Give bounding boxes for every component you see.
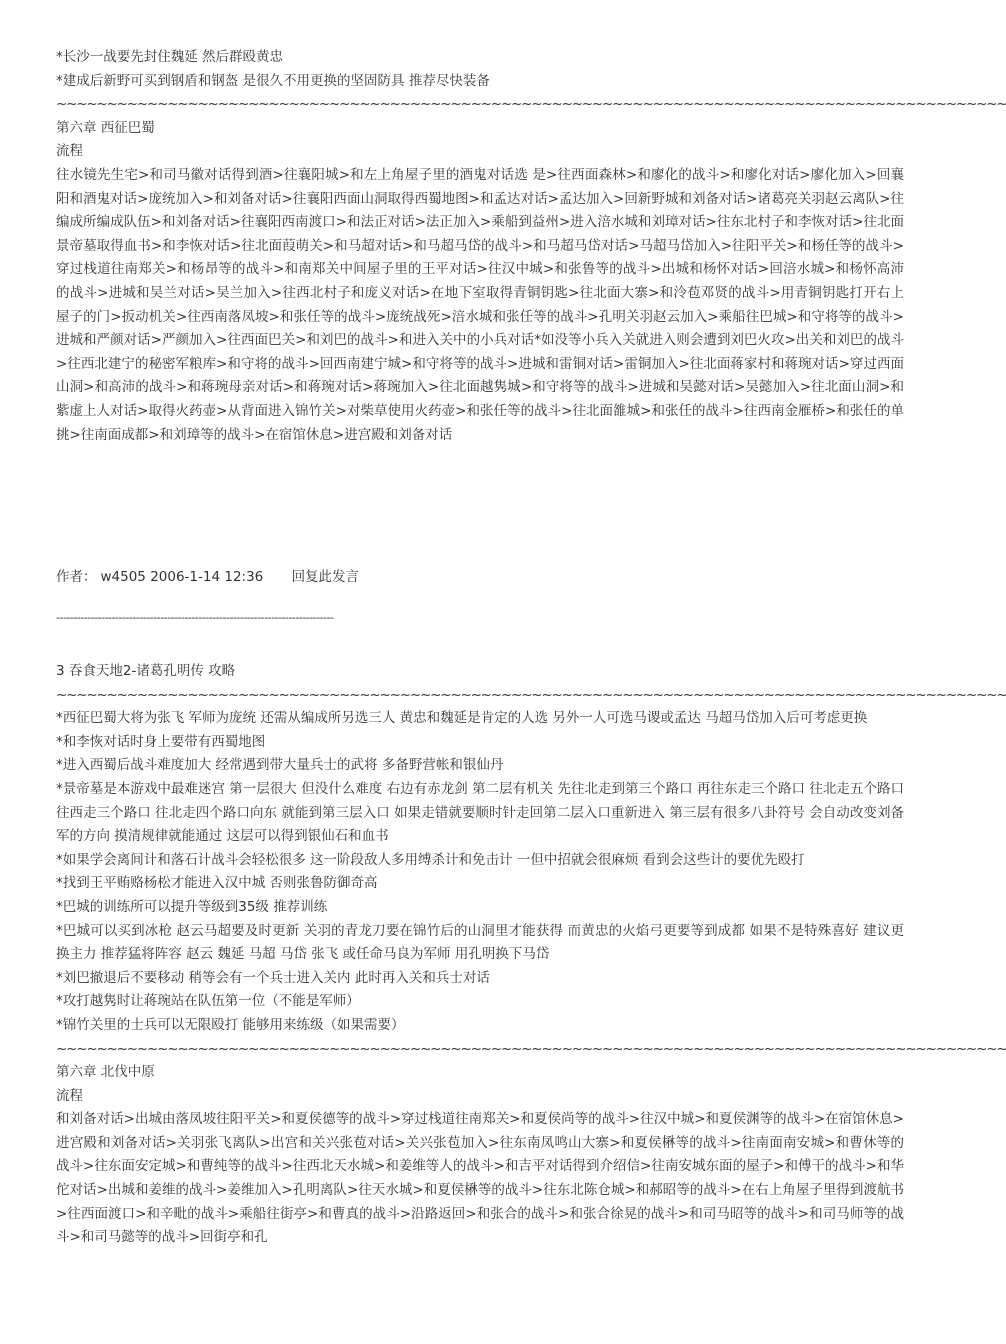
chapter-title: 第六章 北伐中原 [56, 1064, 155, 1081]
tip-item: *景帝墓是本游戏中最难迷宫 第一层很大 但没什么难度 右边有赤龙剑 第二层有机关 先往北走到第三个路口 再往东走三个路口 往北走五个路口 往西走三个路口 往北走四个路口向东 就能到第三层入口 如果走错就要顺时针走回第二层入口重新进入 第三层有很多八卦符号 会自动改变刘备军的方向 摸清规律就能通过 这层可以得到银仙石和血书 [56, 780, 904, 845]
tip-item: *巴城的训练所可以提升等级到35级 推荐训练 [56, 898, 328, 915]
reply-link[interactable]: 回复此发言 [291, 569, 360, 585]
tip-item: *如果学会离间计和落石计战斗会轻松很多 这一阶段敌人多用缚杀计和免击计 一但中招就会很麻烦 看到会这些计的要优先殴打 [56, 851, 805, 868]
section-2 [56, 660, 1006, 1250]
tip-item: *刘巴撤退后不要移动 稍等会有一个兵士进入关内 此时再入关和兵士对话 [56, 969, 490, 986]
author-name[interactable]: w4505 [100, 569, 146, 585]
flow-label: 流程 [56, 143, 83, 160]
tip-item: *找到王平贿赂杨松才能进入汉中城 否则张鲁防御奇高 [56, 875, 378, 892]
post-datetime: 2006-1-14 12:36 [150, 569, 264, 585]
tip-item: *锦竹关里的士兵可以无限殴打 能够用来练级（如果需要） [56, 1016, 405, 1033]
flow-paragraph: 和刘备对话>出城由落凤坡往阳平关>和夏侯德等的战斗>穿过栈道往南郑关>和夏侯尚等的战斗>往汉中城>和夏侯渊等的战斗>在宿馆休息>进宫殿和刘备对话>关羽张飞离队>出宫和关兴张苞对话>关兴张苞加入>往东南凤鸣山大寨>和夏侯楙等的战斗>往南面南安城>和曹休等的战斗>往东面安定城>和曹纯等的战斗>往西北天水城>和姜维等人的战斗>和吉平对话得到介绍信>往南安城东面的屋子>和傅干的战斗>和华佗对话>出城和姜维的战斗>姜维加入>孔明离队>往天水城>和夏侯楙等的战斗>往东北陈仓城>和郝昭等的战斗>在右上角屋子里得到渡航书>往西面渡口>和辛毗的战斗>乘船往街亭>和曹真的战斗>沿路返回>和张合的战斗>和张合徐晃的战斗>和司马昭等的战斗>和司马师等的战斗>和司马懿等的战斗>回街亭和孔 [56, 1111, 904, 1246]
chapter-title: 第六章 西征巴蜀 [56, 119, 155, 136]
tilde-separator: ~~~~~~~~~~~~~~~~~~~~~~~~~~~~~~~~~~~~~~~~~~~~~~~~~~~~~~~~~~~~~~~~~~~~~~~~~~~~~~~~~~~~~~~~~~~~~~ [56, 96, 1006, 113]
tilde-separator: ~~~~~~~~~~~~~~~~~~~~~~~~~~~~~~~~~~~~~~~~~~~~~~~~~~~~~~~~~~~~~~~~~~~~~~~~~~~~~~~~~~~~~~~~~~~~~~ [56, 686, 1006, 703]
tip-item: *和李恢对话时身上要带有西蜀地图 [56, 733, 266, 750]
flow-paragraph: 往水镜先生宅>和司马徽对话得到酒>往襄阳城>和左上角屋子里的酒鬼对话选 是>往西面森林>和廖化的战斗>和廖化对话>廖化加入>回襄阳和酒鬼对话>庞统加入>和刘备对话>往襄阳西面山洞取得西蜀地图>和孟达对话>孟达加入>回新野城和刘备对话>诸葛亮关羽赵云离队>往编成所编成队伍>和刘备对话>往襄阳西南渡口>和法正对话>法正加入>乘船到益州>进入涪水城和刘璋对话>往东北村子和李恢对话>往北面景帝墓取得血书>和李恢对话>往北面葭萌关>和马超对话>和马超马岱的战斗>和马超马岱对话>马超马岱加入>往阳平关>和杨任等的战斗>穿过栈道往南郑关>和杨昂等的战斗>和南郑关中间屋子里的王平对话>往汉中城>和张鲁等的战斗>出城和杨怀对话>回涪水城>和杨怀高沛的战斗>进城和吴兰对话>吴兰加入>往西北村子和庞义对话>在地下室取得青铜钥匙>往北面大寨>和泠苞邓贤的战斗>用青铜钥匙打开右上屋子的门>扳动机关>往西南落凤坡>和张任等的战斗>庞统战死>涪水城和张任等的战斗>孔明关羽赵云加入>乘船往巴城>和守将等的战斗>进城和严颜对话>严颜加入>往西面巴关>和刘巴的战斗>和进入关中的小兵对话*如没等小兵入关就进入则会遭到刘巴火攻>出关和刘巴的战斗>往西北建宁的秘密军粮库>和守将的战斗>回西南建宁城>和守将等的战斗>进城和雷铜对话>雷铜加入>往北面蒋家村和蒋琬对话>穿过西面山洞>和高沛的战斗>和蒋琬母亲对话>和蒋琬对话>蒋琬加入>往北面越隽城>和守将等的战斗>进城和吴懿对话>吴懿加入>往北面山洞>和紫虚上人对话>取得火药壶>从背面进入锦竹关>对柴草使用火药壶>和张任等的战斗>往北面雒城>和张任的战斗>往西南金雁桥>和张任的单挑>往南面成都>和刘璋等的战斗>在宿馆休息>进宫殿和刘备对话 [56, 166, 904, 443]
article-title: 3 吞食天地2-诸葛孔明传 攻略 [56, 663, 236, 679]
section-1 [56, 46, 1006, 447]
divider-block [56, 611, 904, 625]
tip-item: *西征巴蜀大将为张飞 军师为庞统 还需从编成所另选三人 黄忠和魏延是肯定的人选 另外一人可选马谡或孟达 马超马岱加入后可考虑更换 [56, 710, 868, 727]
author-label: 作者： [56, 569, 97, 585]
tilde-separator: ~~~~~~~~~~~~~~~~~~~~~~~~~~~~~~~~~~~~~~~~~~~~~~~~~~~~~~~~~~~~~~~~~~~~~~~~~~~~~~~~~~~~~~~~~~~~~~ [56, 1040, 1006, 1057]
flow-label: 流程 [56, 1087, 83, 1104]
tip-line: *长沙一战要先封住魏延 然后群殴黄忠 [56, 49, 284, 65]
tip-line: *建成后新野可买到钢盾和钢盔 是很久不用更换的坚固防具 推荐尽快装备 [56, 72, 490, 89]
tip-item: *巴城可以买到冰枪 赵云马超要及时更新 关羽的青龙刀要在锦竹后的山洞里才能获得 而黄忠的火焰弓更要等到成都 如果不是特殊喜好 建议更换主力 推荐猛将阵容 赵云 魏延 马超 马岱 张飞 或任命马良为军师 用孔明换下马岱 [56, 922, 904, 963]
tip-item: *进入西蜀后战斗难度加大 经常遇到带大量兵士的武将 多备野营帐和银仙丹 [56, 757, 504, 774]
dash-divider: -------------------------------------------------------------------------------- [56, 611, 334, 624]
tip-item: *攻打越隽时让蒋琬站在队伍第一位（不能是军师） [56, 993, 360, 1010]
post-meta [56, 566, 904, 590]
